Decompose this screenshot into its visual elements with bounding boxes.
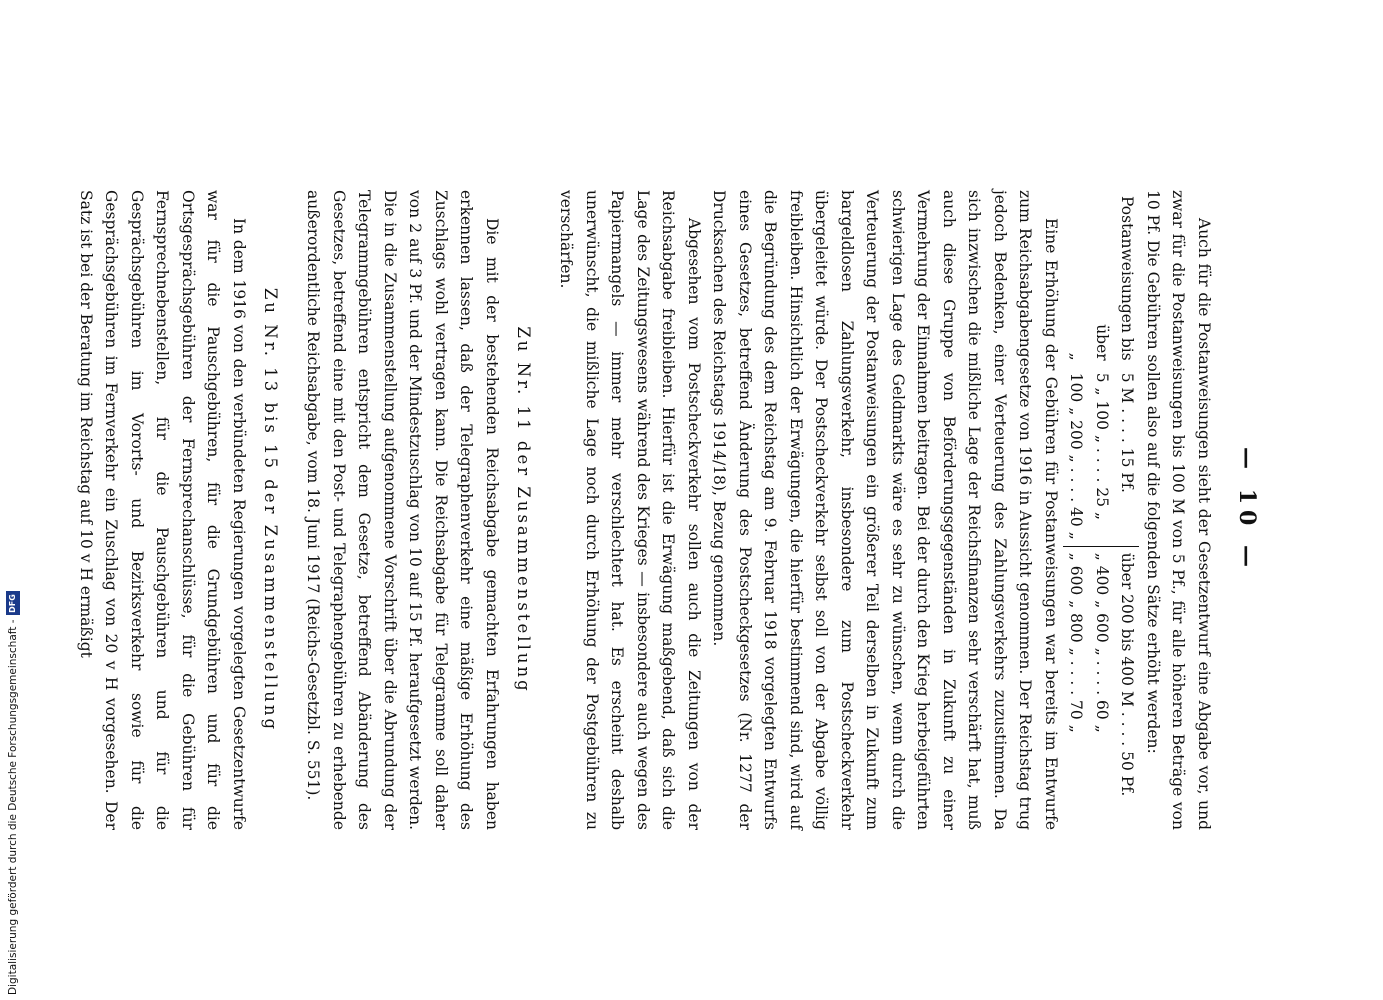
section-heading-nr-13-15: Zu Nr. 13 bis 15 der Zusammenstellung xyxy=(261,287,280,733)
section-heading-nr-11: Zu Nr. 11 der Zusammenstellung xyxy=(514,326,533,694)
paragraph-erhoehung: Eine Erhöhung der Gebühren für Postanweisungen war bereits im Entwurfe zum Reichsabgabengesetze von 1916 in Aussicht genommen. Der Reichstag trug jedoch Bedenken, einer Verteuerung des Zahlungsverkehrs zuzustimmen. Da sich inzwischen die mißliche Lage der Reichsfinanzen sehr verschärft hat, muß auch diese Gruppe von Beförderungsgegenständen in Zukunft zu einer Vermehrung der Einnahmen beitragen. Bei der durch den Krieg herbeigeführten schwierigen Lage des Geldmarkts wäre es sehr zu wünschen, wenn durch die Verteuerung der Postanweisungen ein größerer Teil derselben in Zukunft zum bargeldlosen Zahlungsverkehr, insbesondere zum Postscheckverkehr übergeleitet würde. Der Postscheckverkehr selbst soll von der Abgabe völlig freibleiben. Hinsichtlich der Erwägungen, die hierfür bestimmend sind, wird auf die Begründung des dem Reichstag am 9. Februar 1918 vorgelegten Entwurfs eines Gesetzes, betreffend Änderung des Postscheckgesetzes (Nr. 1277 der Drucksachen des Reichstags 1914/18), Bezug genommen. xyxy=(710,190,1060,830)
rates-row xyxy=(1063,190,1089,802)
page-number: — 10 — xyxy=(1234,447,1260,573)
rate-label: „ xyxy=(1067,352,1086,361)
rates-row xyxy=(1114,190,1140,802)
digitization-footer xyxy=(2,0,24,995)
paragraph-postanweisungen: Auch für die Postanweisungen sieht der Gesetzentwurf eine Abgabe vor, und zwar für die Postanweisungen bis 100 M von 5 Pf., für alle höheren Beträge von 10 Pf. Die Gebühren sollen also auf die folgenden Sätze erhöht werden: xyxy=(1144,190,1213,830)
dfg-logo-icon: DFG xyxy=(6,591,20,615)
paragraph-fernsprech: In dem 1916 von den verbündeten Regierungen vorgelegten Gesetzentwurfe war für die Pauschgebühren, für die Grundgebühren und für die Ortsgesprächsgebühren der Fernsprechanschlüsse, für die Gebühren für Fernsprechnebenstellen, für die Pauschgebühren und für die Gesprächsgebühren im Vororts- und Bezirksverkehr sowie für die Gesprächsgebühren im Fernverkehr ein Zuschlag von 20 v H vorgesehen. Der Satz ist bei der Beratung im Reichstag auf 10 v H ermäßigt xyxy=(77,190,248,830)
rates-table xyxy=(1063,190,1140,802)
footer-text: Digitalisierung gefördert durch die Deutsche Forschungsgemeinschaft - xyxy=(7,619,19,995)
rate-right: „ 400 „ 600 „ . . . . 60 „ xyxy=(1089,546,1115,802)
rotated-text-block xyxy=(77,190,1260,830)
paragraph-telegramme: Die mit der bestehenden Reichsabgabe gemachten Erfahrungen haben erkennen lassen, daß der Telegraphenverkehr eine mäßige Erhöhung des Zuschlags wohl vertragen kann. Die Reichsabgabe für Telegramme soll daher von 2 auf 3 Pf. und der Mindestzuschlag von 10 auf 15 Pf. heraufgesetzt werden. Die in die Zusammenstellung aufgenommene Vorschrift über die Abrundung der Telegrammgebühren entspricht dem Gesetze, betreffend Abänderung des Gesetzes, betreffend eine mit den Post- und Telegraphengebühren zu erhebende außerordentliche Reichsabgabe, vom 18. Juni 1917 (Reichs-Gesetzbl. S. 551). xyxy=(304,190,501,830)
rate-left: 5 „ 100 „ . . . . 25 „ xyxy=(1093,372,1111,521)
rate-label: über xyxy=(1093,324,1111,361)
paragraph-zeitungen: Abgesehen vom Postscheckverkehr sollen auch die Zeitungen von der Reichsabgabe freibleiben. Hierfür ist die Erwägung maßgebend, daß sich die Lage des Zeitungswesens während des Krieges — insbesondere auch wegen des Papiermangels — immer mehr verschlechtert hat. Es erscheint deshalb unerwünscht, die mißliche Lage noch durch Erhöhung der Postgebühren zu verschärfen. xyxy=(557,190,703,830)
rate-label: Postanweisungen bis xyxy=(1118,196,1137,361)
rates-row xyxy=(1089,190,1115,802)
rate-left: 100 „ 200 „ . . . . 40 „ xyxy=(1067,372,1086,540)
rate-left: 5 M . . . . 15 Pf. xyxy=(1118,372,1137,493)
rate-right: „ 600 „ 800 „ . . . . 70 „ xyxy=(1063,546,1089,802)
rate-right: über 200 bis 400 M . . . . 50 Pf. xyxy=(1114,546,1140,802)
